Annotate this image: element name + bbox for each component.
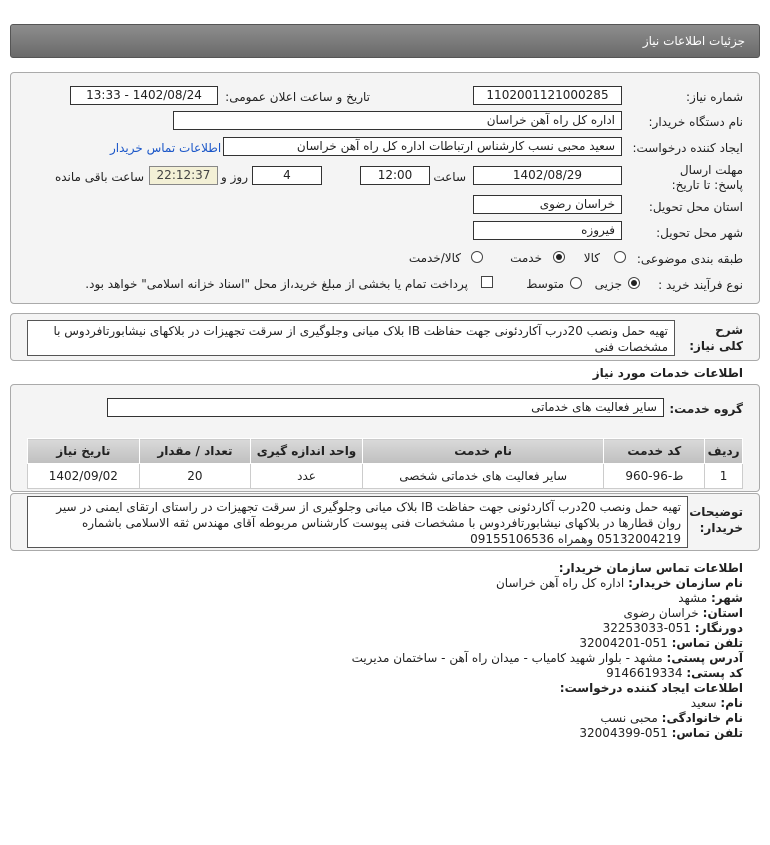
- creator-name-label: نام:: [720, 696, 743, 710]
- contact-address-label: آدرس پستی:: [666, 651, 743, 665]
- province-label: استان محل تحویل:: [648, 200, 743, 214]
- days-remaining-field: 4: [252, 166, 322, 185]
- summary-label: شرح کلی نیاز:: [689, 323, 743, 353]
- category-option-goods-service: کالا/خدمت: [408, 251, 461, 265]
- buyer-notes-label: توضیحات خریدار:: [689, 505, 743, 535]
- contact-city-label: شهر:: [711, 591, 743, 605]
- summary-text: تهیه حمل ونصب 20درب آکاردئونی جهت حفاظت IB بلاک میانی وجلوگیری از سرقت تجهیزات در بلاکهای نیشابورتافردوس با مشخصات فنی: [27, 320, 675, 356]
- announce-date-label: تاریخ و ساعت اعلان عمومی:: [225, 90, 370, 104]
- contact-info-block: [43, 561, 743, 741]
- contact-city-value: مشهد: [678, 591, 708, 605]
- table-row: [28, 464, 743, 489]
- col-service-code: کد خدمت: [604, 439, 705, 464]
- creator-phone-value: 051-32004399: [579, 726, 668, 740]
- need-details-panel: [10, 72, 760, 304]
- province-field: خراسان رضوی: [473, 195, 622, 214]
- cell-need-date: 1402/09/02: [28, 464, 140, 489]
- contact-postal-value: 9146619334: [606, 666, 683, 680]
- payment-checkbox[interactable]: [481, 276, 493, 288]
- service-group-field: سایر فعالیت های خدماتی: [107, 398, 664, 417]
- col-need-date: تاریخ نیاز: [28, 439, 140, 464]
- contact-postal-label: کد پستی:: [686, 666, 743, 680]
- cell-service-code: ط-96-960: [604, 464, 705, 489]
- contact-phone-label: تلفن تماس:: [671, 636, 743, 650]
- city-label: شهر محل تحویل:: [656, 226, 743, 240]
- cell-service-name: سایر فعالیت های خدماتی شخصی: [362, 464, 604, 489]
- buyer-org-label: نام دستگاه خریدار:: [648, 115, 743, 129]
- creator-family-value: محبی نسب: [600, 711, 658, 725]
- category-option-service: خدمت: [510, 251, 542, 265]
- days-label: روز و: [221, 170, 248, 184]
- process-radio-medium[interactable]: [570, 277, 582, 289]
- creator-info-title: اطلاعات ایجاد کننده درخواست:: [559, 681, 743, 695]
- announce-date-field: 1402/08/24 - 13:33: [70, 86, 218, 105]
- contact-address-value: مشهد - بلوار شهید کامیاب - میدان راه آهن - ساختمان مدیریت: [351, 651, 663, 665]
- contact-org-value: اداره کل راه آهن خراسان: [495, 576, 625, 590]
- deadline-time-label: ساعت: [433, 170, 466, 184]
- category-radio-goods-service[interactable]: [471, 251, 483, 263]
- process-option-medium: متوسط: [526, 277, 564, 291]
- page-header: [10, 24, 760, 58]
- category-label: طبقه بندی موضوعی:: [636, 252, 743, 266]
- process-option-minor: جزیی: [594, 277, 622, 291]
- creator-family-label: نام خانوادگی:: [661, 711, 743, 725]
- buyer-notes-text: تهیه حمل ونصب 20درب آکاردئونی جهت حفاظت IB بلاک میانی وجلوگیری از سرقت تجهیزات در راستای ارتقای ایمنی در سیر روان قطارها در بلاکهای نیشابورتافردوس با مشخصات فنی پیوست کارشناس مربوطه آقای مهندس ثقه الاسلامی باشماره 05132004219 وهمراه 09155106536: [27, 496, 688, 548]
- contact-org-label: نام سازمان خریدار:: [628, 576, 743, 590]
- cell-quantity: 20: [139, 464, 251, 489]
- contact-phone-value: 051-32004201: [579, 636, 668, 650]
- deadline-date-field: 1402/08/29: [473, 166, 622, 185]
- col-unit: واحد اندازه گیری: [251, 439, 363, 464]
- remaining-label: ساعت باقی مانده: [54, 170, 144, 184]
- services-table: [27, 438, 743, 489]
- need-number-label: شماره نیاز:: [686, 90, 743, 104]
- buyer-org-field: اداره کل راه آهن خراسان: [173, 111, 622, 130]
- services-table-header: [28, 439, 743, 464]
- contact-fax-label: دورنگار:: [694, 621, 743, 635]
- creator-phone-label: تلفن تماس:: [671, 726, 743, 740]
- col-row-number: ردیف: [705, 439, 743, 464]
- category-radio-service[interactable]: [553, 251, 565, 263]
- deadline-label: مهلت ارسال پاسخ: تا تاریخ:: [671, 163, 743, 192]
- creator-name-value: سعید: [690, 696, 717, 710]
- creator-field: سعید محبی نسب کارشناس ارتباطات اداره کل راه آهن خراسان: [223, 137, 622, 156]
- services-section-title: اطلاعات خدمات مورد نیاز: [592, 366, 743, 380]
- service-group-label: گروه خدمت:: [669, 402, 743, 416]
- cell-row-number: 1: [705, 464, 743, 489]
- remaining-time-field: 22:12:37: [149, 166, 218, 185]
- process-radio-minor[interactable]: [628, 277, 640, 289]
- city-field: فیروزه: [473, 221, 622, 240]
- process-label: نوع فرآیند خرید :: [658, 278, 743, 292]
- category-option-goods: کالا: [583, 251, 600, 265]
- payment-note: پرداخت تمام یا بخشی از مبلغ خرید،از محل "اسناد خزانه اسلامی" خواهد بود.: [85, 277, 468, 291]
- deadline-time-field: 12:00: [360, 166, 430, 185]
- contact-province-value: خراسان رضوی: [623, 606, 699, 620]
- contact-title: اطلاعات تماس سازمان خریدار:: [558, 561, 743, 575]
- buyer-contact-link[interactable]: اطلاعات تماس خریدار: [110, 141, 222, 155]
- category-radio-goods[interactable]: [614, 251, 626, 263]
- contact-province-label: استان:: [702, 606, 743, 620]
- col-quantity: تعداد / مقدار: [139, 439, 251, 464]
- page-title: جزئیات اطلاعات نیاز: [642, 34, 745, 48]
- col-service-name: نام خدمت: [362, 439, 604, 464]
- contact-fax-value: 051-32253033: [602, 621, 691, 635]
- cell-unit: عدد: [251, 464, 363, 489]
- creator-label: ایجاد کننده درخواست:: [632, 141, 743, 155]
- need-number-field: 1102001121000285: [473, 86, 622, 105]
